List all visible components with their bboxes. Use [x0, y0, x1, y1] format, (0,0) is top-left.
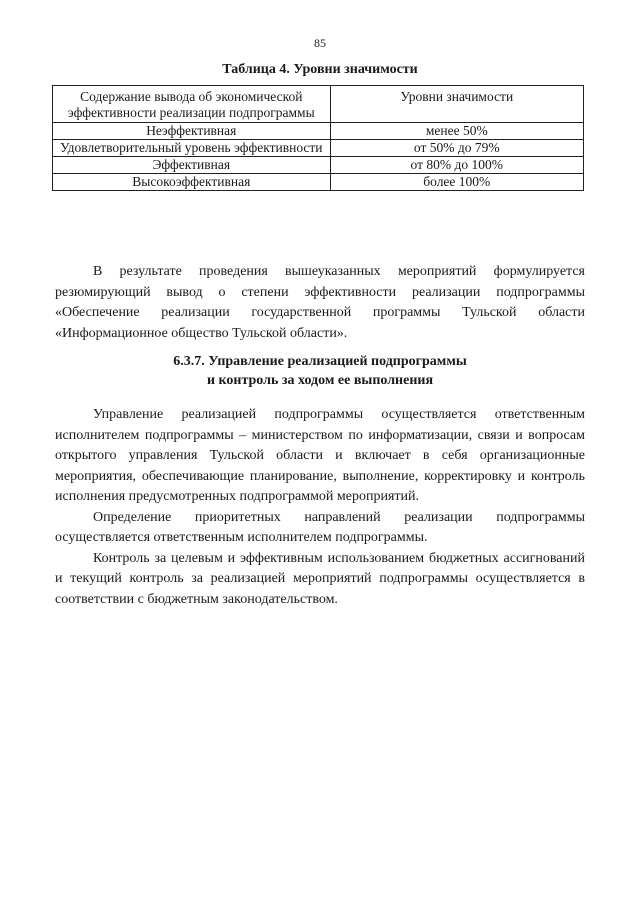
table-caption: Таблица 4. Уровни значимости [222, 62, 418, 77]
significance-levels-table [52, 85, 584, 191]
table-header-cell: Уровни значимости [330, 86, 583, 123]
paragraph: В результате проведения вышеуказанных мероприятий формулируется резюмирующий вывод о степени эффективности реализации подпрограммы «Обеспечение реализации государственной программы Тульской области «Информационное общество Тульской области». [55, 264, 585, 341]
section-heading [0, 352, 640, 390]
section-body [55, 405, 585, 610]
table-cell: Удовлетворительный уровень эффективности [53, 140, 331, 157]
table-cell: Высокоэффективная [53, 174, 331, 191]
section-heading-line: 6.3.7. Управление реализацией подпрограммы [173, 354, 467, 369]
table-cell: более 100% [330, 174, 583, 191]
table-cell: менее 50% [330, 123, 583, 140]
table-row [53, 140, 584, 157]
paragraph: Контроль за целевым и эффективным использованием бюджетных ассигнований и текущий контроль за реализацией мероприятий подпрограммы осуществляется в соответствии с бюджетным законодательством. [55, 550, 585, 607]
table-row [53, 174, 584, 191]
page-number: 85 [314, 36, 326, 50]
table-cell: от 50% до 79% [330, 140, 583, 157]
paragraph: Определение приоритетных направлений реализации подпрограммы осуществляется ответственным исполнителем подпрограммы. [55, 509, 585, 545]
paragraph: Управление реализацией подпрограммы осуществляется ответственным исполнителем подпрограммы – министерством по информатизации, связи и вопросам открытого управления Тульской области и включает в себя организационные мероприятия, обеспечивающие планирование, выполнение, корректировку и контроль исполнения предусмотренных подпрограммой мероприятий. [55, 407, 585, 504]
intro-text [55, 262, 585, 344]
table-header-row [53, 86, 584, 123]
table-cell: Эффективная [53, 157, 331, 174]
table-cell: от 80% до 100% [330, 157, 583, 174]
section-heading-line: и контроль за ходом ее выполнения [206, 373, 434, 388]
table-row [53, 123, 584, 140]
table-cell: Неэффективная [53, 123, 331, 140]
table-row [53, 157, 584, 174]
table-header-cell: Содержание вывода об экономической эффективности реализации подпрограммы [53, 86, 331, 123]
